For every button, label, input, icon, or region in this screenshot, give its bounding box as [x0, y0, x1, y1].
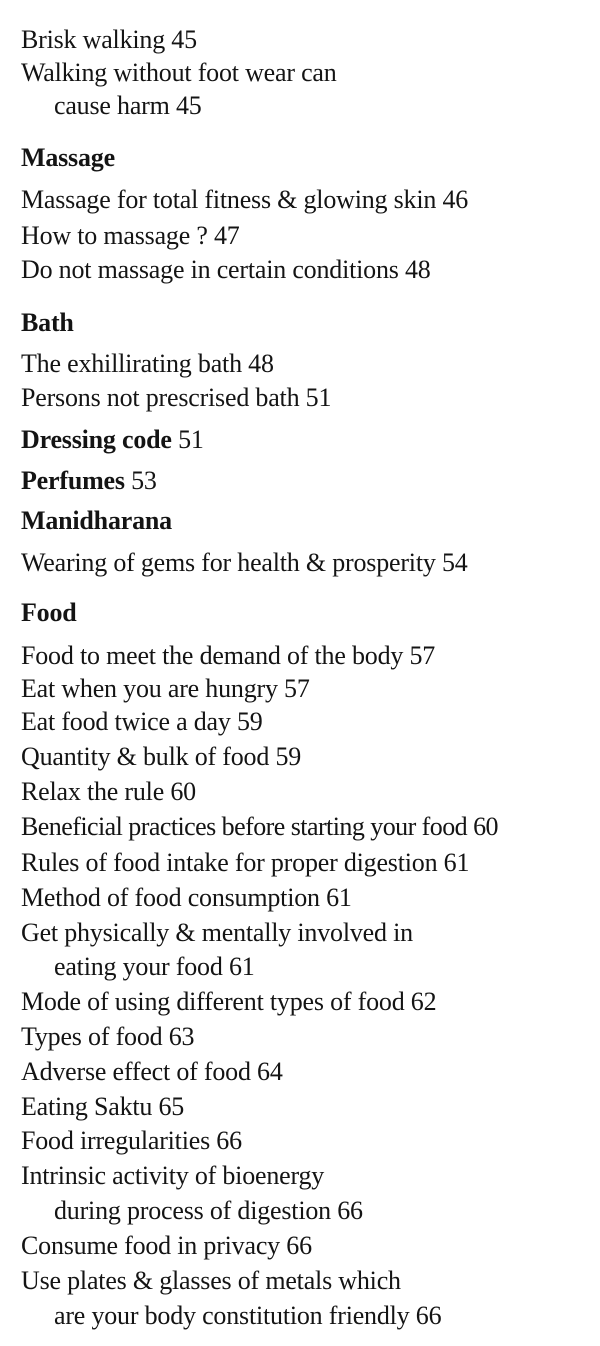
toc-entry-barefoot-line-2: cause harm 45	[54, 91, 202, 120]
toc-entry-food: Food irregularities 66	[21, 1126, 242, 1155]
toc-entry-massage-2: How to massage ? 47	[21, 221, 240, 250]
toc-entry-food: Eating Saktu 65	[21, 1092, 185, 1121]
toc-entry-massage-3: Do not massage in certain conditions 48	[21, 255, 431, 284]
toc-entry-food: Eat food twice a day 59	[21, 707, 263, 736]
section-heading-manidharana: Manidharana	[21, 506, 172, 535]
toc-entry-brisk-walking: Brisk walking 45	[21, 25, 197, 54]
section-heading-food: Food	[21, 598, 77, 627]
toc-entry-food: Types of food 63	[21, 1022, 195, 1051]
toc-entry-bath-1: The exhillirating bath 48	[21, 349, 274, 378]
toc-entry-bath-2: Persons not prescrised bath 51	[21, 383, 332, 412]
section-heading-bath: Bath	[21, 308, 74, 337]
page-number-dressing-code: 51	[178, 425, 204, 454]
toc-entry-food: Get physically & mentally involved in	[21, 918, 413, 947]
toc-entry-food: Quantity & bulk of food 59	[21, 742, 302, 771]
section-heading-massage: Massage	[21, 143, 115, 172]
toc-entry-food: Food to meet the demand of the body 57	[21, 641, 436, 670]
toc-entry-food: Method of food consumption 61	[21, 883, 352, 912]
toc-entry-manidharana-1: Wearing of gems for health & prosperity 54	[21, 548, 468, 577]
section-heading-perfumes: Perfumes	[21, 466, 125, 495]
toc-entry-food: Rules of food intake for proper digestion 61	[21, 848, 470, 877]
toc-entry-food: Consume food in privacy 66	[21, 1231, 312, 1260]
toc-entry-barefoot-line-1: Walking without foot wear can	[21, 58, 337, 87]
toc-entry-food: Relax the rule 60	[21, 777, 196, 806]
toc-entry-food: Mode of using different types of food 62	[21, 987, 437, 1016]
toc-entry-food-continued: are your body constitution friendly 66	[54, 1301, 442, 1330]
toc-entry-food: Adverse effect of food 64	[21, 1057, 283, 1086]
toc-entry-food: Use plates & glasses of metals which	[21, 1266, 401, 1295]
section-heading-dressing-code: Dressing code	[21, 425, 172, 454]
toc-entry-food-continued: during process of digestion 66	[54, 1196, 363, 1225]
toc-entry-food-continued: eating your food 61	[54, 952, 255, 981]
toc-entry-perfumes	[21, 465, 157, 497]
toc-entry-food: Eat when you are hungry 57	[21, 674, 310, 703]
toc-entry-dressing-code	[21, 424, 204, 456]
toc-entry-food: Intrinsic activity of bioenergy	[21, 1161, 325, 1190]
page-number-perfumes: 53	[131, 466, 157, 495]
toc-entry-food: Beneficial practices before starting your food 60	[21, 812, 498, 841]
toc-entry-massage-1: Massage for total fitness & glowing skin 46	[21, 185, 469, 214]
